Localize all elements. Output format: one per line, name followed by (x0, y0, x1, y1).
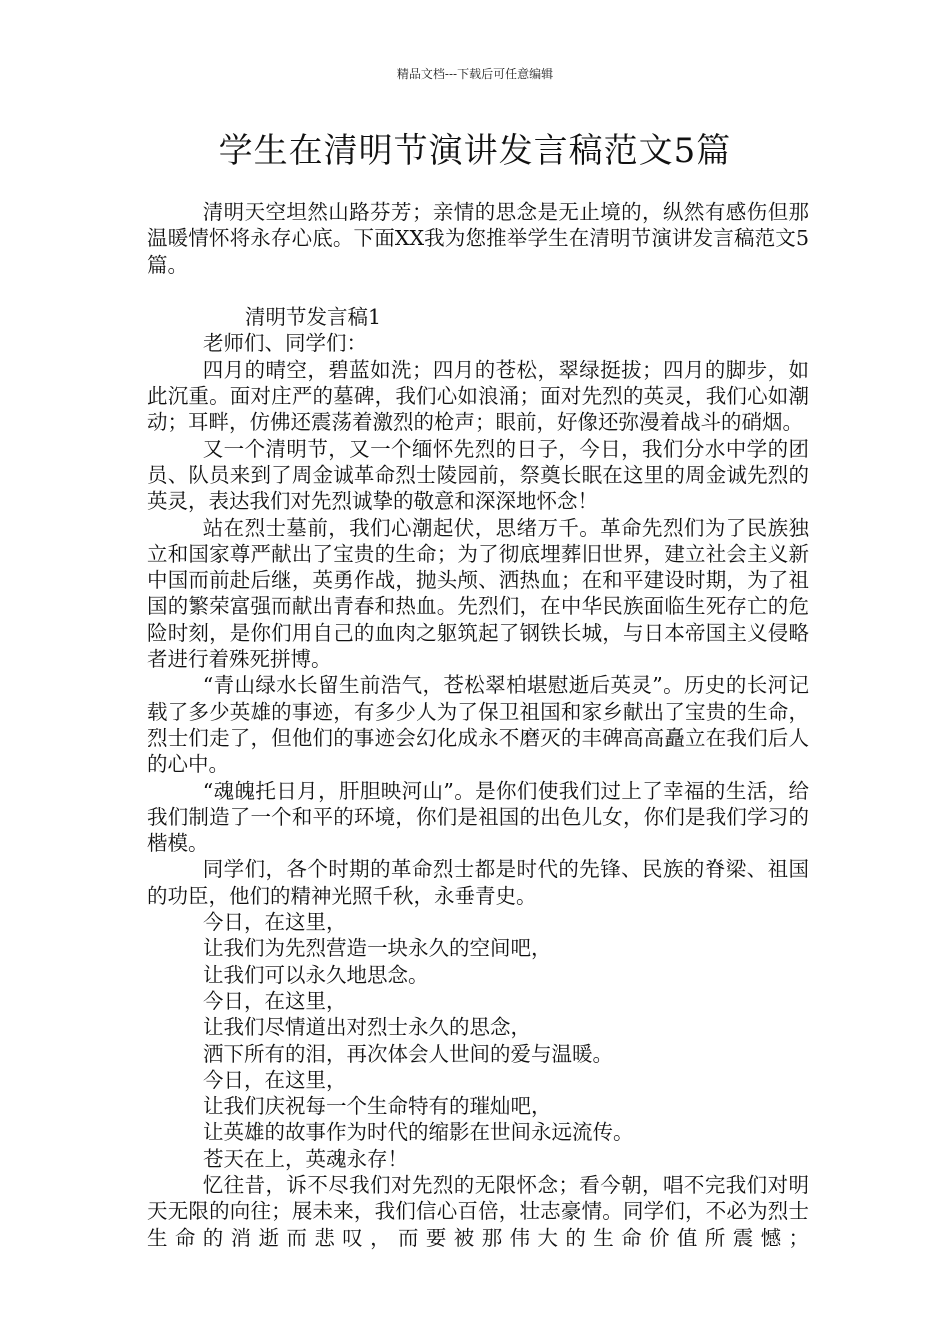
spacer (147, 278, 809, 304)
body-paragraph: 又一个清明节，又一个缅怀先烈的日子，今日，我们分水中学的团员、队员来到了周金诚革命烈士陵园前，祭奠长眠在这里的周金诚先烈的英灵，表达我们对先烈诚挚的敬意和深深地怀念！ (147, 436, 809, 514)
closing-paragraph: 忆往昔，诉不尽我们对先烈的无限怀念；看今朝，唱不完我们对明天无限的向往；展未来，我们信心百倍，壮志豪情。同学们，不必为烈士生命的消逝而悲叹，而要被那伟大的生命价值所震憾； (147, 1172, 809, 1250)
poem-line: 今日，在这里， (203, 988, 347, 1013)
poem-line: 今日，在这里， (203, 910, 347, 935)
poem-line: 让我们尽情道出对烈士永久的思念， (203, 1015, 531, 1040)
poem-line: 让我们可以永久地思念。 (203, 962, 429, 987)
document-title: 学生在清明节演讲发言稿范文5篇 (218, 131, 732, 171)
page-header: 精品文档---下载后可任意编辑 (396, 67, 554, 81)
greeting: 老师们、同学们： (203, 331, 367, 356)
body-paragraph: “魂魄托日月，肝胆映河山”。是你们使我们过上了幸福的生活，给我们制造了一个和平的环境，你们是祖国的出色儿女，你们是我们学习的楷模。 (147, 778, 809, 856)
body-paragraph: “青山绿水长留生前浩气，苍松翠柏堪慰逝后英灵”。历史的长河记载了多少英雄的事迹，有多少人为了保卫祖国和家乡献出了宝贵的生命，烈士们走了，但他们的事迹会幻化成永不磨灭的丰碑高高矗立在我们后人的心中。 (147, 673, 809, 777)
poem-line: 让我们庆祝每一个生命特有的璀灿吧， (203, 1094, 552, 1119)
section-heading: 清明节发言稿1 (245, 305, 382, 330)
document-body (147, 199, 809, 1251)
poem-line: 苍天在上，英魂永存！ (203, 1146, 408, 1171)
body-paragraph: 同学们，各个时期的革命烈士都是时代的先锋、民族的脊梁、祖国的功臣，他们的精神光照千秋，永垂青史。 (147, 857, 809, 908)
poem-line: 让英雄的故事作为时代的缩影在世间永远流传。 (203, 1120, 634, 1145)
body-paragraph: 四月的晴空，碧蓝如洗；四月的苍松，翠绿挺拔；四月的脚步，如此沉重。面对庄严的墓碑，我们心如浪涌；面对先烈的英灵，我们心如潮动；耳畔，仿佛还震荡着激烈的枪声；眼前，好像还弥漫着战斗的硝烟。 (147, 357, 809, 435)
intro-paragraph: 清明天空坦然山路芬芳；亲情的思念是无止境的，纵然有感伤但那温暖情怀将永存心底。下面XX我为您推举学生在清明节演讲发言稿范文5篇。 (147, 200, 809, 277)
poem-line: 今日，在这里， (203, 1067, 347, 1092)
poem-line: 让我们为先烈营造一块永久的空间吧， (203, 936, 552, 961)
body-paragraph: 站在烈士墓前，我们心潮起伏，思绪万千。革命先烈们为了民族独立和国家尊严献出了宝贵的生命；为了彻底埋葬旧世界，建立社会主义新中国而前赴后继，英勇作战，抛头颅、洒热血；在和平建设时期，为了祖国的繁荣富强而献出青春和热血。先烈们，在中华民族面临生死存亡的危险时刻，是你们用自己的血肉之躯筑起了钢铁长城，与日本帝国主义侵略者进行着殊死拼博。 (147, 515, 809, 672)
poem-line: 洒下所有的泪，再次体会人世间的爱与温暖。 (203, 1041, 613, 1066)
